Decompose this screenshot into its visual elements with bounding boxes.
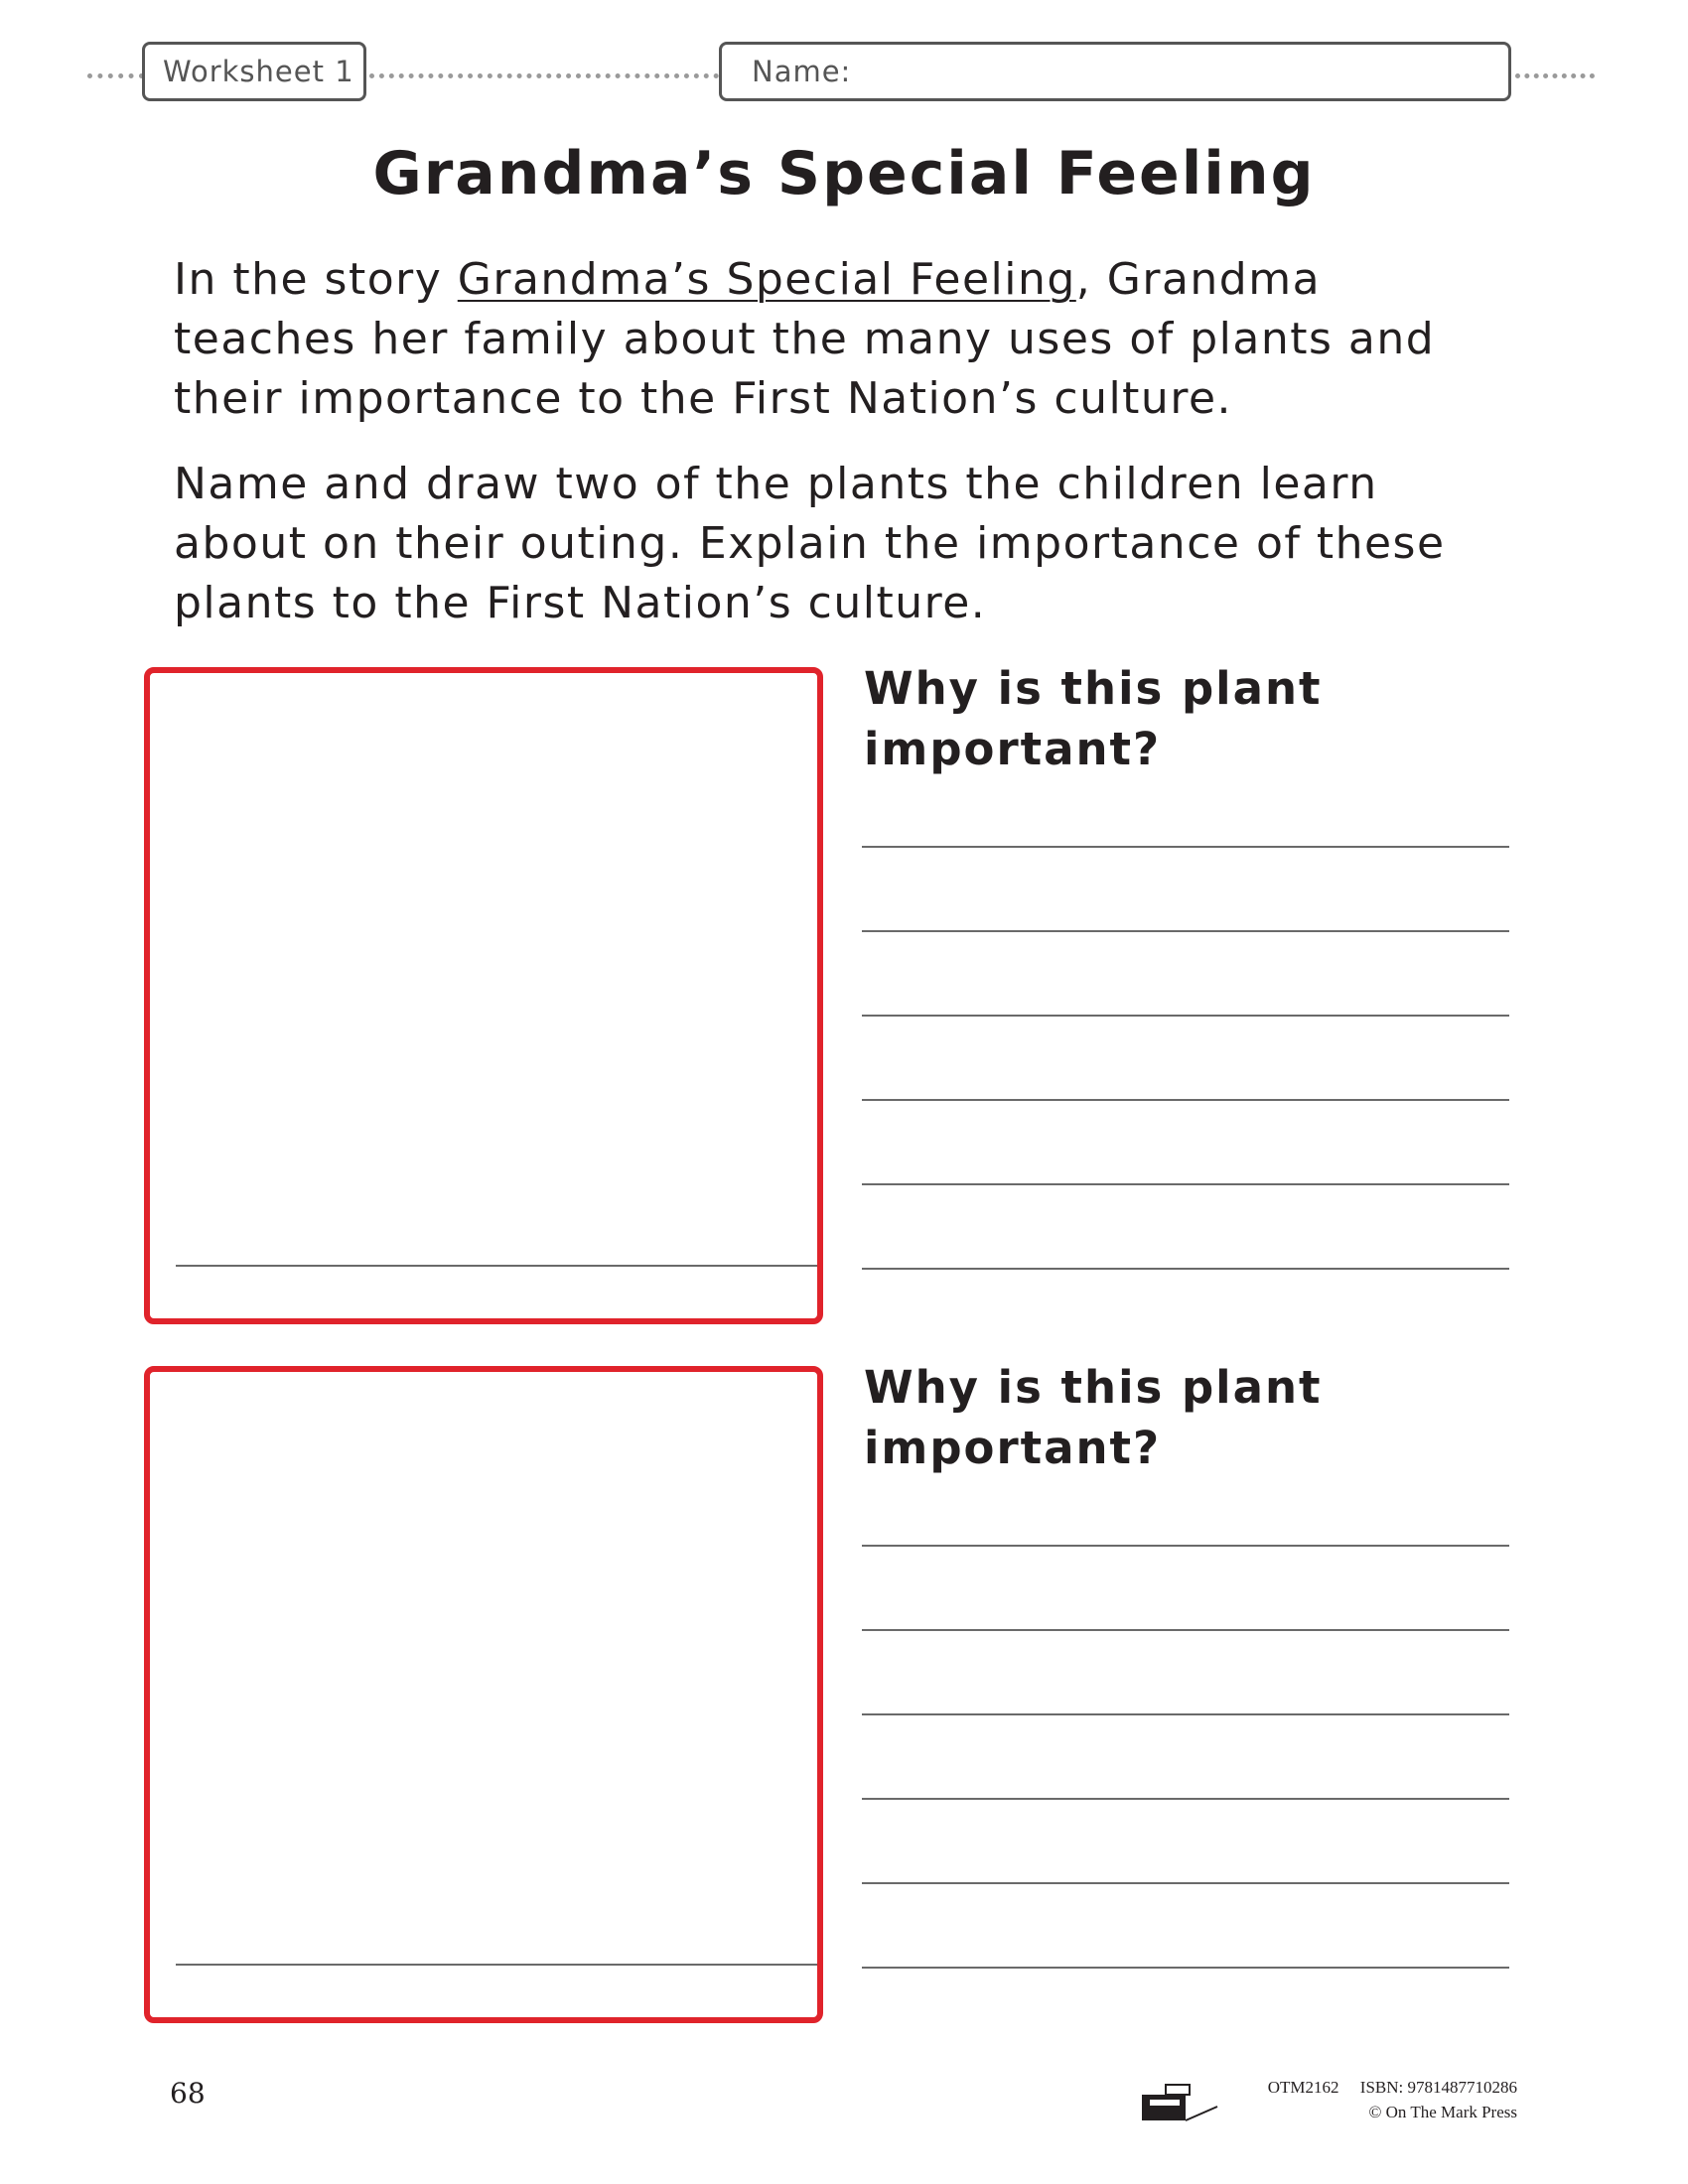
copyright: © On The Mark Press [1368, 2103, 1517, 2121]
story-title: Grandma’s Special Feeling [457, 254, 1076, 305]
footer-code-isbn [1268, 2078, 1517, 2098]
intro-after: , Grandma teaches her family about the many uses of plants and their importance to the First Nation’s culture. [174, 254, 1436, 424]
answer-line[interactable] [862, 1713, 1509, 1715]
answer-line[interactable] [862, 930, 1509, 932]
page-title: Grandma’s Special Feeling [372, 139, 1316, 208]
answer-line[interactable] [862, 1545, 1509, 1547]
plant-2-name-line[interactable] [176, 1964, 817, 1966]
plant-1-drawing-box[interactable] [144, 667, 823, 1324]
header-dots-left [87, 73, 144, 78]
name-field[interactable] [719, 42, 1511, 101]
answer-line[interactable] [862, 846, 1509, 848]
plant-2-question: Why is this plant important? [864, 1361, 1323, 1474]
worksheet-label: Worksheet 1 [163, 55, 354, 88]
name-label: Name: [752, 55, 852, 88]
answer-line[interactable] [862, 1015, 1509, 1017]
plant-1-name-line[interactable] [176, 1265, 817, 1267]
answer-line[interactable] [862, 1183, 1509, 1185]
answer-line[interactable] [862, 1967, 1509, 1969]
answer-line[interactable] [862, 1882, 1509, 1884]
instructions-paragraph: Name and draw two of the plants the children learn about on their outing. Explain the importance of these plants to the First Nation’s culture. [174, 459, 1446, 628]
intro-paragraph [174, 250, 1465, 429]
product-code: OTM2162 [1267, 2078, 1339, 2097]
plant-1-question: Why is this plant important? [864, 662, 1323, 775]
answer-line[interactable] [862, 1629, 1509, 1631]
intro-before: In the story [174, 254, 458, 305]
worksheet-label-box [142, 42, 366, 101]
isbn: ISBN: 9781487710286 [1359, 2078, 1517, 2097]
printer-logo-icon [1140, 2083, 1219, 2124]
answer-line[interactable] [862, 1798, 1509, 1800]
page-number: 68 [170, 2077, 206, 2110]
plant-2-drawing-box[interactable] [144, 1366, 823, 2023]
header-dots-right [1515, 73, 1595, 78]
answer-line[interactable] [862, 1268, 1509, 1270]
header-dots-middle [369, 73, 719, 78]
answer-line[interactable] [862, 1099, 1509, 1101]
